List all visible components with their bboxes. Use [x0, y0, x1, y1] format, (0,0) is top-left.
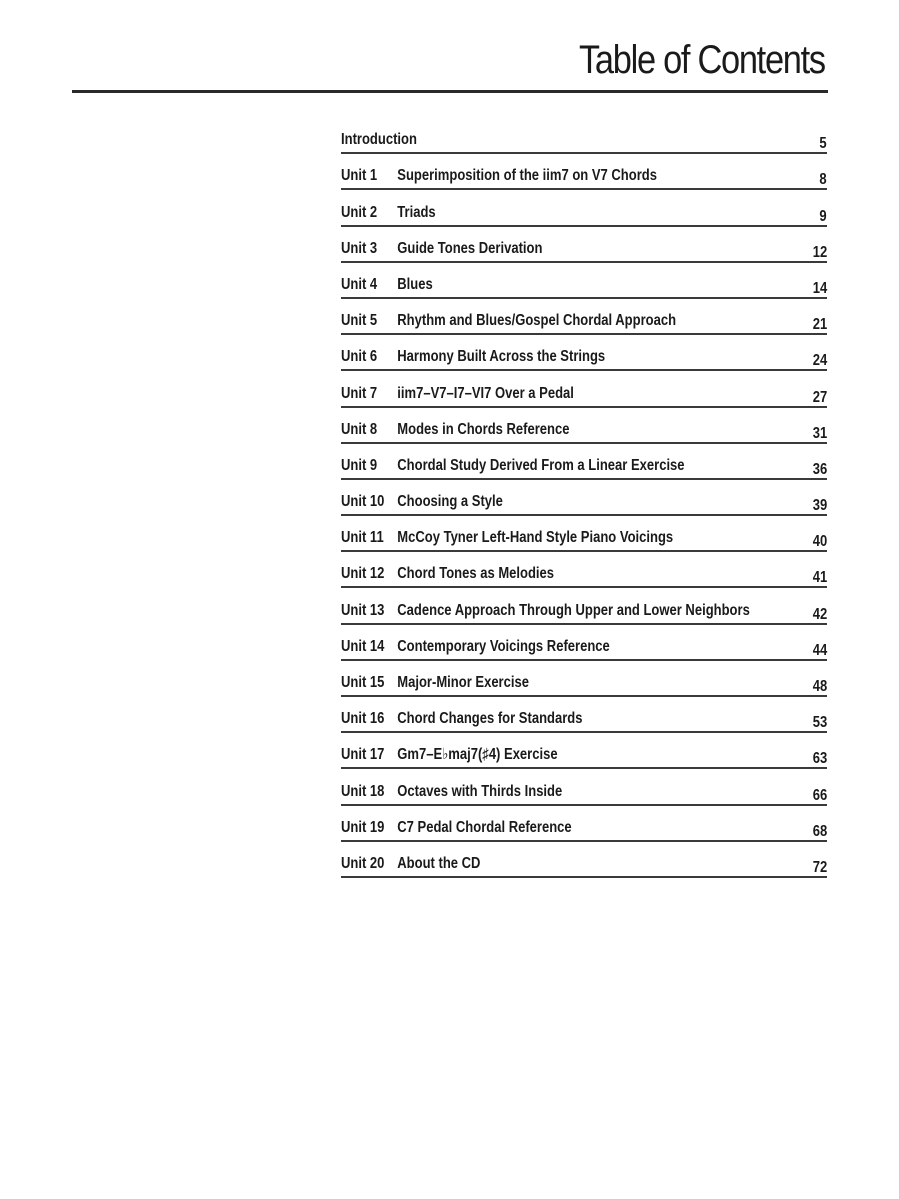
toc-entry[interactable]	[341, 552, 827, 588]
toc-entry-title: Blues	[397, 275, 433, 293]
toc-entry-unit: Unit 19	[341, 818, 385, 836]
toc-entry-page-number: 44	[812, 641, 827, 659]
toc-entry-page-number: 31	[812, 424, 827, 442]
toc-entry[interactable]	[341, 444, 827, 480]
toc-entry[interactable]	[341, 299, 827, 335]
toc-entry[interactable]	[341, 371, 827, 407]
toc-entry-title: McCoy Tyner Left-Hand Style Piano Voicings	[397, 529, 674, 547]
toc-entry-unit: Unit 5	[341, 312, 378, 330]
toc-entry-page-number: 36	[812, 460, 827, 478]
toc-entry-title: Superimposition of the iim7 on V7 Chords	[397, 167, 657, 185]
toc-entry-title: Chord Changes for Standards	[397, 710, 583, 728]
toc-entry[interactable]	[341, 408, 827, 444]
toc-entry-page-number: 53	[812, 714, 827, 732]
toc-entry-title: iim7–V7–I7–VI7 Over a Pedal	[397, 384, 574, 402]
toc-entry-title: Choosing a Style	[397, 493, 503, 511]
toc-entry-page-number: 72	[812, 858, 827, 876]
toc-entry-title: About the CD	[397, 854, 481, 872]
toc-entry-title: Contemporary Voicings Reference	[397, 637, 610, 655]
toc-entry-title: Gm7–E♭maj7(♯4) Exercise	[397, 746, 558, 764]
toc-entry[interactable]	[341, 842, 827, 878]
toc-entry-title: Cadence Approach Through Upper and Lower Neighbors	[397, 601, 750, 619]
toc-entry-page-number: 63	[812, 750, 827, 768]
toc-entry-title: Modes in Chords Reference	[397, 420, 570, 438]
toc-entry-unit: Unit 9	[341, 456, 378, 474]
toc-entry[interactable]	[341, 769, 827, 805]
toc-entry[interactable]	[341, 697, 827, 733]
toc-entry[interactable]	[341, 263, 827, 299]
table-of-contents-list	[341, 118, 827, 878]
toc-entry[interactable]	[341, 154, 827, 190]
toc-entry-title: Guide Tones Derivation	[397, 239, 543, 257]
toc-entry-unit: Unit 12	[341, 565, 385, 583]
toc-entry-unit: Unit 16	[341, 710, 385, 728]
toc-entry-page-number: 9	[819, 207, 827, 225]
toc-entry[interactable]	[341, 661, 827, 697]
toc-entry-unit: Unit 3	[341, 239, 378, 257]
toc-entry-page-number: 8	[819, 171, 827, 189]
toc-entry-unit: Unit 2	[341, 203, 378, 221]
toc-entry-title: Octaves with Thirds Inside	[397, 782, 563, 800]
toc-entry-title: Triads	[397, 203, 436, 221]
toc-entry-page-number: 66	[812, 786, 827, 804]
toc-entry-page-number: 39	[812, 497, 827, 515]
toc-entry[interactable]	[341, 227, 827, 263]
toc-entry-page-number: 40	[812, 533, 827, 551]
toc-entry-unit: Unit 11	[341, 529, 384, 547]
toc-entry-unit: Unit 6	[341, 348, 378, 366]
toc-entry-title: Rhythm and Blues/Gospel Chordal Approach	[397, 312, 677, 330]
toc-entry-unit: Unit 1	[341, 167, 378, 185]
toc-entry-page-number: 21	[812, 316, 827, 334]
toc-entry-title: Introduction	[341, 131, 417, 149]
toc-entry-unit: Unit 13	[341, 601, 385, 619]
toc-entry-page-number: 14	[812, 279, 827, 297]
toc-entry-title: Chordal Study Derived From a Linear Exercise	[397, 456, 685, 474]
toc-entry[interactable]	[341, 733, 827, 769]
toc-entry-unit: Unit 18	[341, 782, 385, 800]
toc-entry[interactable]	[341, 118, 827, 154]
toc-entry-unit: Unit 15	[341, 674, 385, 691]
toc-entry-unit: Unit 14	[341, 637, 385, 655]
toc-entry[interactable]	[341, 335, 827, 371]
toc-entry-unit: Unit 17	[341, 746, 385, 764]
toc-entry-page-number: 42	[812, 605, 827, 623]
toc-entry-page-number: 48	[812, 678, 827, 695]
toc-entry[interactable]	[341, 588, 827, 624]
toc-entry-title: C7 Pedal Chordal Reference	[397, 818, 572, 836]
toc-entry-title: Chord Tones as Melodies	[397, 565, 555, 583]
title-divider	[72, 90, 828, 93]
toc-entry-title: Harmony Built Across the Strings	[397, 348, 606, 366]
toc-entry-page-number: 27	[812, 388, 827, 406]
toc-entry-unit: Unit 8	[341, 420, 378, 438]
toc-entry-page-number: 12	[812, 243, 827, 261]
toc-entry-unit: Unit 20	[341, 854, 385, 872]
toc-entry[interactable]	[341, 806, 827, 842]
toc-entry-title: Major-Minor Exercise	[397, 674, 529, 691]
toc-entry-page-number: 68	[812, 822, 827, 840]
toc-entry[interactable]	[341, 625, 827, 661]
toc-entry-unit: Unit 10	[341, 493, 385, 511]
toc-entry-unit: Unit 7	[341, 384, 378, 402]
toc-entry-page-number: 5	[819, 135, 827, 153]
toc-entry[interactable]	[341, 516, 827, 552]
toc-entry-page-number: 24	[812, 352, 827, 370]
toc-entry[interactable]	[341, 190, 827, 226]
toc-entry-unit: Unit 4	[341, 275, 378, 293]
toc-entry-page-number: 41	[812, 569, 827, 587]
page-title: Table of Contents	[579, 38, 825, 82]
toc-entry[interactable]	[341, 480, 827, 516]
